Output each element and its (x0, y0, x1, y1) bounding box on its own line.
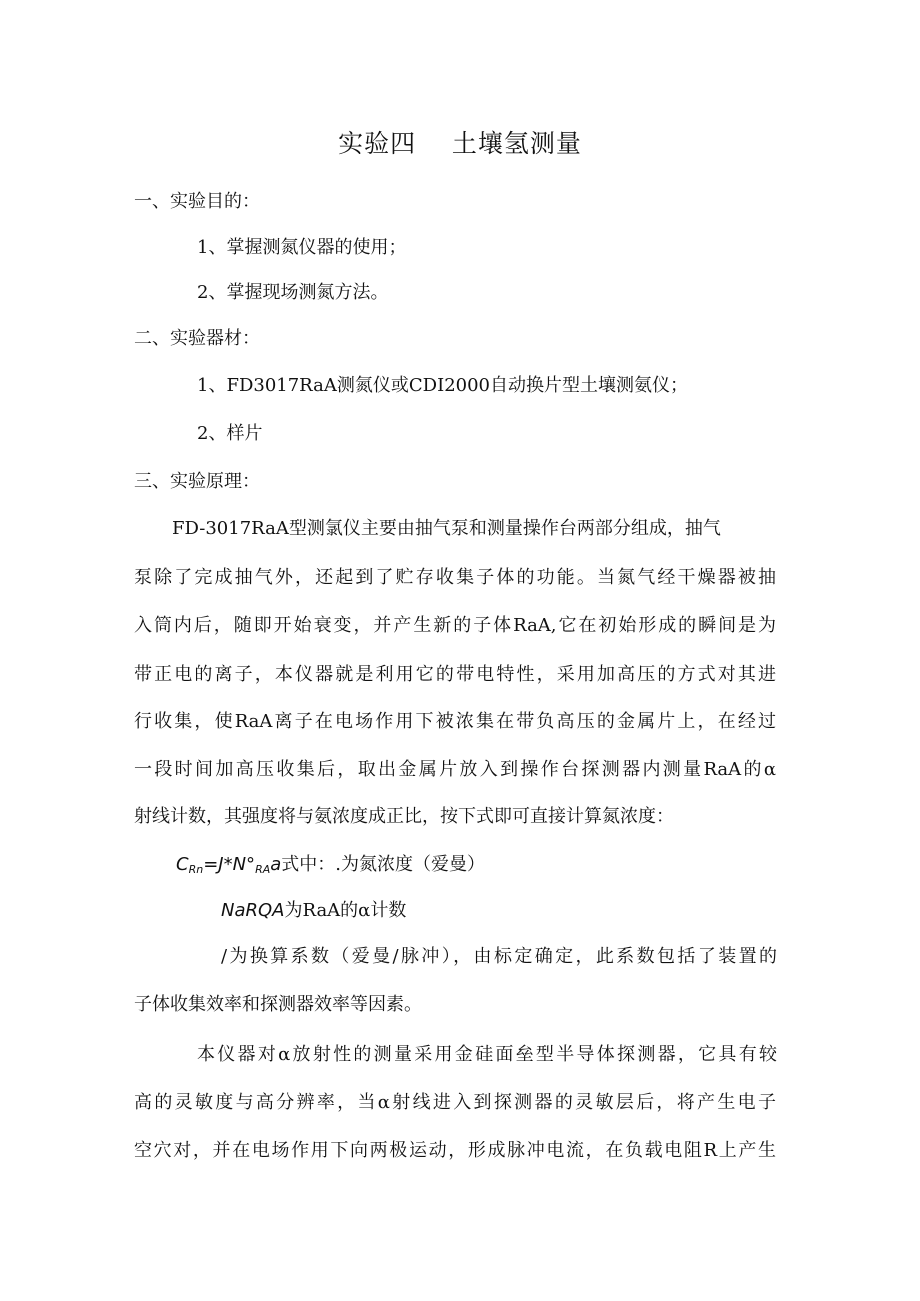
formula-a: a (270, 854, 282, 875)
paragraph-line: 子体收集效率和探测器效率等因素。 (134, 994, 422, 1015)
formula-eq: =J*N° (203, 854, 256, 875)
paragraph-line: 带正电的离子，本仪器就是利用它的带电特性，采用加高压的方式对其进 (134, 664, 776, 685)
paragraph-line: 空穴对，并在电场作用下向两极运动，形成脉冲电流，在负载电阻R上产生 (134, 1140, 776, 1161)
section-heading-purpose: 一、实验目的： (134, 191, 260, 212)
paragraph-line: 泵除了完成抽气外，还起到了贮存收集子体的功能。当氮气经干燥器被抽 (134, 567, 776, 588)
paragraph-line: 射线计数，其强度将与氨浓度成正比，按下式即可直接计算氮浓度： (134, 806, 674, 827)
formula-variable: NaRQA (221, 900, 285, 921)
list-item: 1、掌握测氮仪器的使用； (197, 237, 407, 258)
paragraph-line: 本仪器对α放射性的测量采用金硅面垒型半导体探测器，它具有较 (197, 1044, 777, 1065)
list-item: 2、样片 (197, 423, 263, 444)
section-heading-equipment: 二、实验器材： (134, 328, 260, 349)
page-title: 实验四 土壤氢测量 (338, 129, 582, 158)
formula-rest: 式中：.为氮浓度（爱曼） (281, 854, 485, 875)
paragraph-line: /为换算系数（爱曼/脉冲），由标定确定，此系数包括了装置的 (221, 946, 777, 967)
formula-line (176, 850, 485, 876)
section-heading-principle: 三、实验原理： (134, 471, 260, 492)
paragraph-line: 行收集，使RaA离子在电场作用下被浓集在带负高压的金属片上，在经过 (134, 711, 776, 732)
list-item: 1、FD3017RaA测氮仪或CDI2000自动换片型土壤测氨仪； (197, 375, 688, 396)
paragraph-line: 入筒内后，随即开始衰变，并产生新的子体RaA,它在初始形成的瞬间是为 (134, 615, 776, 636)
paragraph-line: 一段时间加高压收集后，取出金属片放入到操作台探测器内测量RaA的α (134, 759, 776, 780)
formula-eq-subscript: RA (255, 863, 271, 876)
paragraph-line: FD-3017RaA型测氯仪主要由抽气泵和测量操作台两部分组成，抽气 (172, 518, 721, 539)
list-item: 2、掌握现场测氮方法。 (197, 282, 389, 303)
formula-c: C (176, 854, 189, 875)
paragraph-line: 高的灵敏度与高分辨率，当α射线进入到探测器的灵敏层后，将产生电子 (134, 1092, 776, 1113)
formula-line (221, 896, 406, 922)
formula-description: 为RaA的α计数 (284, 900, 407, 921)
formula-c-subscript: Rn (188, 863, 204, 876)
